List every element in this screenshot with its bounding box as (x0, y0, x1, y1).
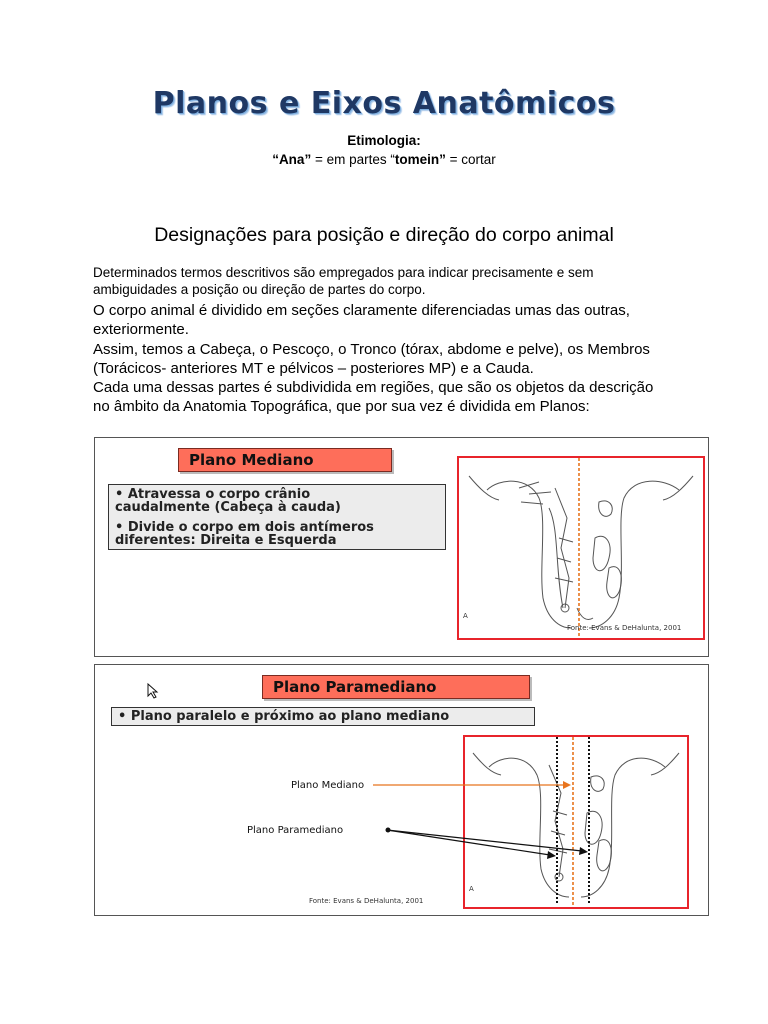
etymology-ana: “Ana” (272, 152, 312, 167)
paragraph-body-line-6: no âmbito da Anatomia Topográfica, que por sua vez é dividida em Planos: (93, 398, 590, 415)
paragraph-small-line-1: Determinados termos descritivos são empregados para indicar precisamente e sem (93, 265, 594, 280)
paragraph-body-line-2: exteriormente. (93, 321, 189, 338)
etymology-ana-meaning: = em partes “ (311, 152, 395, 167)
paragraph-body-line-5: Cada uma dessas partes é subdividida em regiões, que são os objetos da descrição (93, 379, 654, 396)
etymology-tomein-meaning: = cortar (445, 152, 496, 167)
slide2-bullet-box (111, 707, 535, 726)
slide1-bullet2-line2: diferentes: Direita e Esquerda (115, 533, 337, 548)
label-plano-mediano: Plano Mediano (291, 780, 365, 791)
slide1-figure-frame (457, 456, 705, 640)
slide1-bullet-box (108, 484, 446, 550)
etymology-line (0, 152, 768, 167)
paragraph-body-line-1: O corpo animal é dividido em seções claramente diferenciadas umas das outras, (93, 302, 630, 319)
page-title: Planos e Eixos Anatômicos (152, 86, 616, 121)
mouse-pointer-icon (147, 683, 163, 699)
slide-plano-paramediano (94, 664, 709, 916)
slide-plano-mediano (94, 437, 709, 657)
slide2-figure-letter: A (469, 885, 474, 893)
section-heading: Designações para posição e direção do corpo animal (154, 224, 614, 246)
slide2-bullet1: • Plano paralelo e próximo ao plano mediano (118, 709, 450, 724)
slide1-title: Plano Mediano (189, 451, 314, 469)
slide1-bullet1-line2: caudalmente (Cabeça à cauda) (115, 500, 341, 515)
slide2-title-box (262, 675, 530, 699)
slide2-caption: Fonte: Evans & DeHalunta, 2001 (309, 897, 424, 905)
label-plano-paramediano: Plano Paramediano (247, 825, 344, 836)
slide1-bullet1-line1: • Atravessa o corpo crânio (115, 487, 311, 502)
slide2-title: Plano Paramediano (273, 678, 437, 696)
anatomy-figure-1 (459, 458, 703, 638)
etymology-tomein: tomein” (394, 152, 446, 167)
etymology-heading: Etimologia: (347, 133, 421, 148)
slide1-caption: Fonte: Evans & DeHalunta, 2001 (567, 624, 682, 632)
slide1-title-box (178, 448, 392, 472)
slide1-bullet2-line1: • Divide o corpo em dois antímeros (115, 520, 374, 535)
anatomy-figure-2 (465, 737, 687, 907)
slide1-figure-letter: A (463, 612, 468, 620)
slide2-figure-frame (463, 735, 689, 909)
paragraph-small-line-2: ambiguidades a posição ou direção de partes do corpo. (93, 282, 426, 297)
paragraph-body-line-4: (Torácicos- anteriores MT e pélvicos – posteriores MP) e a Cauda. (93, 360, 534, 377)
paragraph-body-line-3: Assim, temos a Cabeça, o Pescoço, o Tronco (tórax, abdome e pelve), os Membros (93, 341, 650, 358)
